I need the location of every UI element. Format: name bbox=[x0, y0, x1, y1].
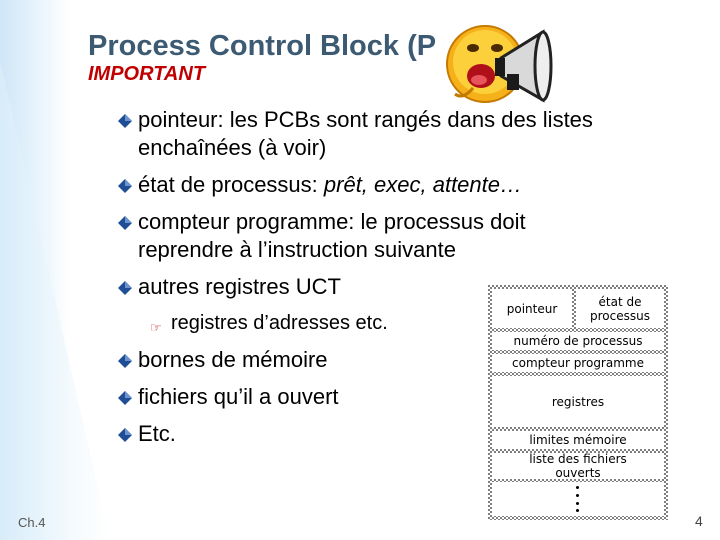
bullet-text: Etc. bbox=[138, 421, 176, 446]
vertical-ellipsis-icon bbox=[576, 486, 580, 512]
pointing-hand-icon: ☞ bbox=[150, 320, 162, 335]
blue-square-bullet-icon bbox=[118, 281, 132, 295]
pcb-field-registres: registres bbox=[551, 394, 605, 409]
pcb-field-pointeur: pointeur bbox=[506, 301, 558, 316]
bullet-italic-text: prêt, exec, attente… bbox=[323, 172, 522, 197]
bullet-text: fichiers qu’il a ouvert bbox=[138, 384, 339, 409]
pcb-field-ellipsis bbox=[492, 482, 664, 516]
pcb-field-numero: numéro de processus bbox=[513, 334, 643, 348]
bullet-text: compteur programme: le processus doit bbox=[138, 209, 526, 234]
blue-square-bullet-icon bbox=[118, 114, 132, 128]
blue-square-bullet-icon bbox=[118, 216, 132, 230]
pcb-etat-line1: état de bbox=[598, 294, 642, 309]
pcb-diagram bbox=[488, 285, 668, 520]
bullet-pointeur bbox=[118, 106, 698, 162]
blue-square-bullet-icon bbox=[118, 428, 132, 442]
bullet-text: état de processus: bbox=[138, 172, 324, 197]
pcb-field-compteur: compteur programme bbox=[512, 356, 644, 370]
pcb-liste-line1: liste des fichiers bbox=[529, 452, 627, 466]
blue-square-bullet-icon bbox=[118, 354, 132, 368]
pcb-field-liste-fichiers bbox=[492, 453, 664, 479]
bullet-text-continued: enchaînées (à voir) bbox=[138, 135, 327, 160]
pcb-etat-line2: processus bbox=[590, 308, 650, 323]
slide-subtitle: IMPORTANT bbox=[88, 63, 206, 85]
bullet-etat bbox=[118, 171, 698, 199]
blue-square-bullet-icon bbox=[118, 391, 132, 405]
smiley-megaphone-icon bbox=[443, 18, 558, 108]
bullet-text-continued: reprendre à l’instruction suivante bbox=[138, 237, 456, 262]
bullet-text: pointeur: les PCBs sont rangés dans des listes bbox=[138, 107, 593, 132]
bullet-text: bornes de mémoire bbox=[138, 347, 328, 372]
footer-page-number: 4 bbox=[695, 513, 703, 529]
footer-chapter: Ch.4 bbox=[18, 515, 46, 530]
bullet-compteur bbox=[118, 208, 698, 264]
blue-square-bullet-icon bbox=[118, 179, 132, 193]
pcb-field-etat bbox=[576, 289, 664, 328]
slide-title: Process Control Block (P bbox=[88, 30, 437, 62]
sub-bullet-text: registres d’adresses etc. bbox=[171, 312, 388, 334]
pcb-liste-line2: ouverts bbox=[555, 466, 601, 480]
pcb-field-limites: limites mémoire bbox=[529, 433, 627, 447]
bullet-text: autres registres UCT bbox=[138, 274, 341, 299]
